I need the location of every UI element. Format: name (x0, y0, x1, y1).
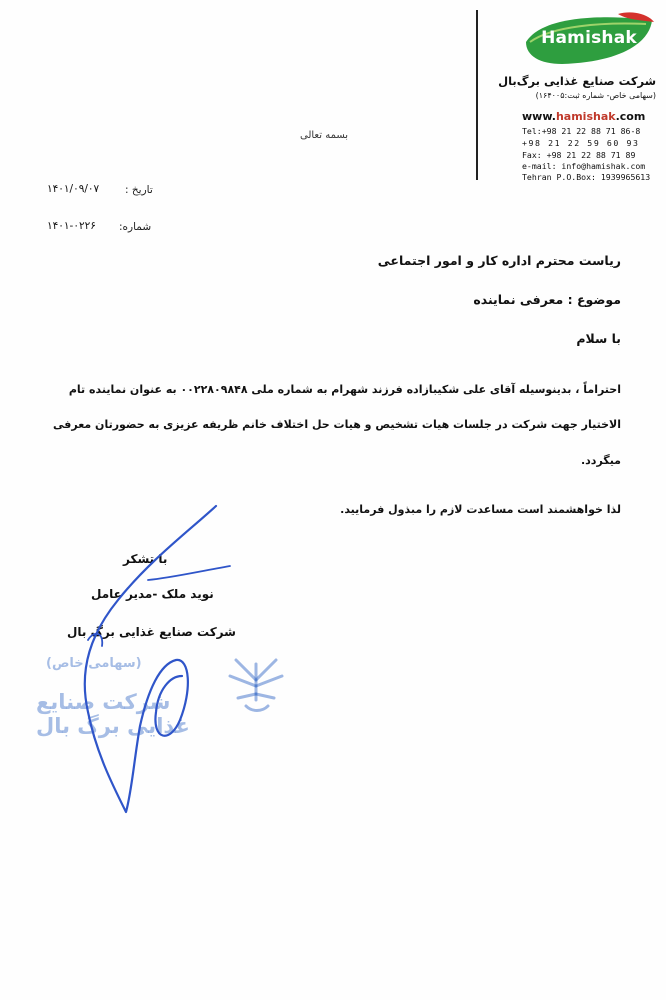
company-stamp (36, 650, 296, 738)
hamishak-logo (522, 12, 656, 66)
number-label: شماره: (119, 221, 152, 233)
company-email: e-mail: info@hamishak.com (522, 161, 646, 171)
header-divider (476, 10, 478, 180)
recipient-line: ریاست محترم اداره کار و امور اجتماعی (377, 253, 621, 268)
greeting: با سلام (576, 331, 621, 346)
request-line: لذا خواهشمند است مساعدت لازم را مبذول فرمایید. (340, 503, 621, 516)
closing-thanks: با تشکر (123, 552, 168, 566)
stamp-main-text: شرکت صنایع غذایی برگ بال (36, 690, 190, 738)
logo-wordmark: Hamishak (541, 28, 637, 48)
body-paragraph-line-1: احتراماً ، بدینوسیله آقای علی شکیبازاده فرزند شهرام به شماره ملی ۰۰۲۲۸۰۹۸۴۸ به عنوان نماینده تام (68, 383, 621, 396)
date-label: تاریخ : (125, 184, 153, 196)
bismillah: بسمه تعالی (300, 130, 349, 141)
date-value: ۱۴۰۱/۰۹/۰۷ (47, 183, 100, 195)
body-paragraph-line-2: الاختیار جهت شرکت در جلسات هیات تشخیص و هیات حل اختلاف خانم ظریفه عزیزی به حضورتان معرفی (53, 418, 621, 431)
number-value: ۱۴۰۱-۰۲۲۶ (47, 220, 96, 232)
company-website: www.hamishak.com (522, 110, 646, 123)
body-paragraph-line-3: میگردد. (580, 454, 621, 467)
stamp-emblem-icon (216, 650, 296, 720)
company-fax: Fax: +98 21 22 88 71 89 (522, 150, 636, 160)
company-po-box: Tehran P.O.Box: 1939965613 (522, 172, 651, 182)
company-tel-1: Tel:+98 21 22 88 71 86-8 (522, 126, 641, 136)
company-name: شرکت صنایع غذایی برگ‌بال (498, 74, 656, 88)
signer-company: شرکت صنایع غذایی برگ بال (67, 625, 236, 639)
signer-name: نوید ملک -مدیر عامل (91, 587, 214, 601)
stamp-top-text: (سهامی خاص) (46, 656, 142, 671)
subject-line: موضوع : معرفی نماینده (473, 292, 621, 307)
company-tel-2: +98 21 22 59 60 93 (522, 138, 640, 148)
company-registration: (سهامی خاص- شماره ثبت:۱۶۴۰۰۵) (535, 91, 656, 100)
